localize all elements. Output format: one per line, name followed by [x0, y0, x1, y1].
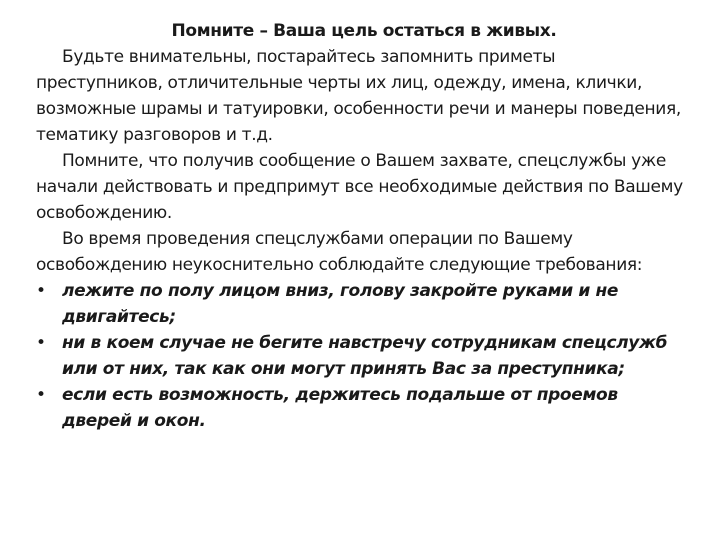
list-item	[36, 382, 686, 434]
list-item-text: ни в коем случае не бегите навстречу сотрудникам спецслужб или от них, так как они могут принять Вас за преступника;	[62, 333, 668, 379]
list-item-text: если есть возможность, держитесь подальше от проемов дверей и окон.	[62, 385, 618, 431]
requirements-list	[36, 278, 686, 434]
list-item	[36, 330, 686, 382]
paragraph-requirements: Во время проведения спецслужбами операции по Вашему освобождению неукоснительно соблюдайте следующие требования:	[36, 229, 643, 275]
bullet-icon: •	[36, 385, 46, 405]
list-item	[36, 278, 686, 330]
bullet-icon: •	[36, 281, 46, 301]
slide-content	[36, 18, 686, 434]
paragraph-observe: Будьте внимательны, постарайтесь запомнить приметы преступников, отличительные черты их лиц, одежду, имена, клички, возможные шрамы и татуировки, особенности речи и манеры поведения, тематику разговоров и т.д.	[36, 47, 681, 145]
bullet-icon: •	[36, 333, 46, 353]
slide-title: Помните – Ваша цель остаться в живых.	[171, 21, 557, 41]
paragraph-special-services: Помните, что получив сообщение о Вашем захвате, спецслужбы уже начали действовать и предпримут все необходимые действия по Вашему освобождению.	[36, 151, 683, 223]
list-item-text: лежите по полу лицом вниз, голову закройте руками и не двигайтесь;	[62, 281, 619, 327]
